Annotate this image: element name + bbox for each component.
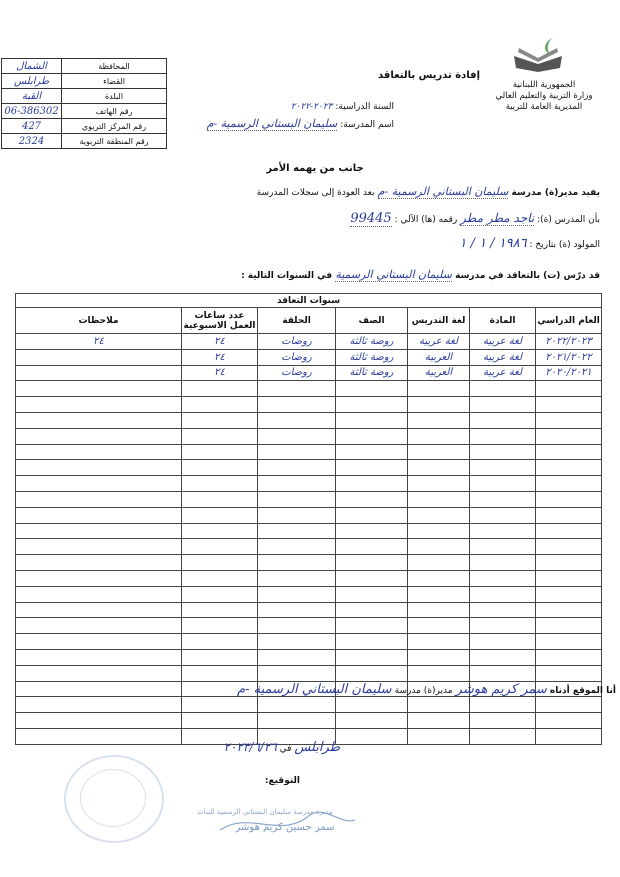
table-cell bbox=[536, 697, 602, 713]
table-cell bbox=[536, 570, 602, 586]
table-cell bbox=[470, 460, 536, 476]
table-cell: روضة ثالثة bbox=[336, 349, 408, 365]
table-cell bbox=[408, 634, 470, 650]
table-cell bbox=[258, 412, 336, 428]
line3-prefix: المولود (ة) بتاريخ : bbox=[529, 240, 600, 250]
table-cell bbox=[536, 539, 602, 555]
table-cell bbox=[336, 491, 408, 507]
table-cell bbox=[16, 460, 182, 476]
signature-scribble bbox=[210, 800, 360, 840]
table-cell bbox=[258, 444, 336, 460]
table-cell bbox=[336, 697, 408, 713]
table-cell bbox=[336, 649, 408, 665]
table-cell bbox=[16, 728, 182, 744]
col-header: عدد ساعات العمل الاسبوعية bbox=[182, 308, 258, 334]
table-cell bbox=[536, 428, 602, 444]
info-label: القضاء bbox=[62, 74, 167, 89]
table-cell bbox=[536, 476, 602, 492]
table-row bbox=[16, 460, 602, 476]
table-row bbox=[16, 476, 602, 492]
table-cell bbox=[336, 460, 408, 476]
table-cell bbox=[408, 444, 470, 460]
table-cell bbox=[408, 570, 470, 586]
table-cell bbox=[536, 649, 602, 665]
table-row bbox=[16, 602, 602, 618]
table-cell bbox=[16, 349, 182, 365]
stamp-line1: مديرة مدرسة سليمان البستاني الرسمية للبنات bbox=[197, 808, 333, 816]
table-cell bbox=[408, 397, 470, 413]
table-cell bbox=[16, 412, 182, 428]
line1-school: سليمان البستاني الرسمية -م bbox=[377, 185, 509, 198]
table-cell bbox=[336, 381, 408, 397]
table-cell bbox=[336, 586, 408, 602]
table-cell bbox=[16, 602, 182, 618]
sign-date: ٢٠٢٣/٦/٢٦ bbox=[223, 740, 277, 754]
info-row bbox=[2, 104, 167, 119]
table-cell bbox=[408, 491, 470, 507]
table-cell bbox=[536, 507, 602, 523]
table-cell bbox=[16, 649, 182, 665]
table-row bbox=[16, 539, 602, 555]
table-cell bbox=[258, 586, 336, 602]
table-cell bbox=[258, 634, 336, 650]
info-row bbox=[2, 119, 167, 134]
table-row bbox=[16, 507, 602, 523]
body-line4 bbox=[210, 268, 600, 281]
table-cell bbox=[336, 397, 408, 413]
table-cell bbox=[470, 602, 536, 618]
table-row bbox=[16, 397, 602, 413]
table-cell: العربية bbox=[408, 349, 470, 365]
col-header: ملاحظات bbox=[16, 308, 182, 334]
table-cell bbox=[336, 728, 408, 744]
table-cell bbox=[408, 460, 470, 476]
table-cell bbox=[536, 665, 602, 681]
table-row bbox=[16, 713, 602, 729]
table-cell bbox=[16, 476, 182, 492]
table-cell bbox=[336, 713, 408, 729]
table-row bbox=[16, 649, 602, 665]
table-cell bbox=[182, 397, 258, 413]
birth-date: ١٩٨٦ / ١ / ١ bbox=[459, 236, 527, 251]
table-cell bbox=[258, 602, 336, 618]
table-cell bbox=[258, 460, 336, 476]
table-cell bbox=[258, 523, 336, 539]
ministry-header bbox=[494, 80, 594, 113]
table-cell bbox=[536, 491, 602, 507]
table-cell bbox=[336, 665, 408, 681]
table-cell bbox=[182, 618, 258, 634]
col-header: المادة bbox=[470, 308, 536, 334]
table-cell bbox=[258, 618, 336, 634]
table-cell bbox=[258, 649, 336, 665]
info-value: 427 bbox=[2, 119, 62, 134]
table-cell: روضات bbox=[258, 334, 336, 350]
table-cell bbox=[182, 523, 258, 539]
teacher-number: 99445 bbox=[350, 211, 392, 226]
contract-years-table bbox=[15, 293, 602, 745]
year-value: ٢٠٢٣-٢٠٢٢ bbox=[290, 102, 333, 112]
table-cell: لغة عربية bbox=[470, 334, 536, 350]
ministry-line2: وزارة التربية والتعليم العالي bbox=[495, 91, 593, 101]
info-value: القبة bbox=[2, 89, 62, 104]
col-header: لغة التدريس bbox=[408, 308, 470, 334]
table-cell bbox=[470, 586, 536, 602]
table-cell bbox=[536, 602, 602, 618]
table-row bbox=[16, 428, 602, 444]
table-cell bbox=[536, 381, 602, 397]
table-cell bbox=[182, 570, 258, 586]
table-cell bbox=[470, 713, 536, 729]
table-cell: ٢٤ bbox=[182, 349, 258, 365]
table-cell bbox=[408, 602, 470, 618]
table-row bbox=[16, 697, 602, 713]
line1-suffix: بعد العودة إلى سجلات المدرسة bbox=[256, 188, 375, 198]
table-cell: لغة عربية bbox=[470, 349, 536, 365]
table-cell bbox=[470, 491, 536, 507]
table-cell bbox=[16, 570, 182, 586]
table-cell bbox=[336, 602, 408, 618]
line2-mid: رقمه (ها) الآلي : bbox=[394, 215, 458, 225]
table-cell bbox=[258, 507, 336, 523]
table-cell bbox=[182, 555, 258, 571]
table-cell bbox=[182, 428, 258, 444]
info-row bbox=[2, 134, 167, 149]
table-cell bbox=[408, 618, 470, 634]
table-cell bbox=[182, 634, 258, 650]
body-line2 bbox=[170, 211, 600, 226]
table-cell bbox=[16, 381, 182, 397]
table-cell bbox=[258, 397, 336, 413]
table-cell bbox=[16, 491, 182, 507]
table-cell: العربية bbox=[408, 365, 470, 381]
table-cell: لغة عربية bbox=[470, 365, 536, 381]
table-cell bbox=[408, 523, 470, 539]
table-cell bbox=[258, 491, 336, 507]
ministry-logo bbox=[512, 36, 564, 76]
line1-prefix: يفيد مدير(ة) مدرسة bbox=[511, 188, 600, 198]
table-cell bbox=[536, 728, 602, 744]
table-cell bbox=[336, 555, 408, 571]
table-cell bbox=[16, 697, 182, 713]
table-cell bbox=[16, 365, 182, 381]
table-cell bbox=[16, 397, 182, 413]
place: طرابلس bbox=[294, 740, 340, 755]
table-cell bbox=[258, 539, 336, 555]
year-line bbox=[240, 102, 394, 112]
table-cell bbox=[16, 428, 182, 444]
table-cell bbox=[408, 476, 470, 492]
table-cell bbox=[182, 381, 258, 397]
table-cell bbox=[470, 728, 536, 744]
table-cell bbox=[182, 476, 258, 492]
table-row bbox=[16, 555, 602, 571]
table-cell bbox=[182, 602, 258, 618]
table-cell bbox=[258, 665, 336, 681]
table-cell bbox=[16, 507, 182, 523]
table-cell bbox=[536, 634, 602, 650]
table-cell bbox=[470, 555, 536, 571]
table-cell bbox=[536, 618, 602, 634]
table-cell bbox=[536, 713, 602, 729]
table-cell bbox=[258, 555, 336, 571]
col-header: العام الدراسي bbox=[536, 308, 602, 334]
table-row bbox=[16, 665, 602, 681]
table-cell: ٢٤ bbox=[182, 334, 258, 350]
table-cell bbox=[408, 381, 470, 397]
info-value: طرابلس bbox=[2, 74, 62, 89]
table-cell: لغة عربية bbox=[408, 334, 470, 350]
table-cell bbox=[336, 539, 408, 555]
table-cell bbox=[470, 381, 536, 397]
info-value: 2324 bbox=[2, 134, 62, 149]
year-label: السنة الدراسية: bbox=[335, 102, 394, 112]
table-row bbox=[16, 334, 602, 350]
table-row bbox=[16, 491, 602, 507]
table-cell bbox=[258, 713, 336, 729]
table-cell bbox=[408, 428, 470, 444]
table-row bbox=[16, 634, 602, 650]
signer-line bbox=[60, 682, 616, 697]
table-cell bbox=[470, 618, 536, 634]
table-cell bbox=[408, 555, 470, 571]
ministry-line1: الجمهورية اللبنانية bbox=[512, 80, 576, 90]
line2-prefix: بأن المدرس (ة): bbox=[537, 215, 600, 225]
table-row bbox=[16, 381, 602, 397]
table-cell bbox=[536, 555, 602, 571]
table-row bbox=[16, 349, 602, 365]
table-row bbox=[16, 586, 602, 602]
table-cell bbox=[16, 586, 182, 602]
to-whom-heading: جانب من يهمه الأمر bbox=[266, 163, 364, 174]
table-cell bbox=[470, 697, 536, 713]
table-cell bbox=[182, 649, 258, 665]
table-cell bbox=[182, 586, 258, 602]
table-cell bbox=[336, 634, 408, 650]
info-label: البلدة bbox=[62, 89, 167, 104]
table-cell bbox=[536, 397, 602, 413]
in-label: في bbox=[279, 744, 292, 754]
info-value: 06-386302 bbox=[2, 104, 62, 119]
table-cell bbox=[16, 444, 182, 460]
table-row bbox=[16, 618, 602, 634]
signature-label: التوقيع: bbox=[264, 776, 300, 786]
table-cell bbox=[470, 665, 536, 681]
table-cell bbox=[470, 444, 536, 460]
info-box bbox=[1, 58, 167, 149]
table-cell bbox=[470, 570, 536, 586]
table-cell: ٢٠٢٢/٢٠٢٣ bbox=[536, 334, 602, 350]
table-cell bbox=[182, 507, 258, 523]
table-cell: روضات bbox=[258, 349, 336, 365]
table-cell bbox=[536, 586, 602, 602]
table-cell: ٢٠٢١/٢٠٢٢ bbox=[536, 349, 602, 365]
table-cell bbox=[16, 618, 182, 634]
table-cell bbox=[470, 539, 536, 555]
table-cell: روضة ثالثة bbox=[336, 334, 408, 350]
table-cell bbox=[258, 697, 336, 713]
director-school: سليمان البستاني الرسمية -م bbox=[237, 682, 392, 697]
table-cell bbox=[470, 412, 536, 428]
table-cell bbox=[258, 570, 336, 586]
table-cell: ٢٤ bbox=[182, 365, 258, 381]
signer-label: أنا الموقع أدناه bbox=[549, 686, 616, 696]
ministry-line3: المديرية العامة للتربية bbox=[505, 102, 583, 112]
table-cell bbox=[536, 460, 602, 476]
school-line bbox=[180, 117, 394, 130]
info-row bbox=[2, 74, 167, 89]
col-header: الحلقة bbox=[258, 308, 336, 334]
table-row bbox=[16, 412, 602, 428]
info-label: رقم المركز التربوي bbox=[62, 119, 167, 134]
info-row bbox=[2, 89, 167, 104]
group-header: سنوات التعاقد bbox=[16, 294, 602, 308]
table-cell bbox=[182, 665, 258, 681]
table-cell bbox=[336, 507, 408, 523]
doc-title: إفادة تدريس بالتعاقد bbox=[378, 70, 480, 81]
info-value: الشمال bbox=[2, 59, 62, 74]
director-label: مدير(ة) مدرسة bbox=[394, 686, 453, 696]
table-cell bbox=[182, 412, 258, 428]
table-cell bbox=[408, 412, 470, 428]
table-cell bbox=[470, 634, 536, 650]
table-row bbox=[16, 365, 602, 381]
place-date-line bbox=[170, 740, 340, 755]
table-cell bbox=[16, 523, 182, 539]
table-cell bbox=[336, 428, 408, 444]
table-cell bbox=[336, 618, 408, 634]
stamp-line2: سمر حسين كريم هوشر bbox=[235, 822, 335, 833]
table-row bbox=[16, 444, 602, 460]
table-cell bbox=[16, 665, 182, 681]
table-cell bbox=[470, 649, 536, 665]
table-cell bbox=[16, 713, 182, 729]
table-cell: ٢٠٢٠/٢٠٢١ bbox=[536, 365, 602, 381]
table-cell bbox=[336, 523, 408, 539]
table-cell bbox=[336, 444, 408, 460]
info-label: رقم الهاتف bbox=[62, 104, 167, 119]
table-cell bbox=[408, 713, 470, 729]
table-cell bbox=[16, 555, 182, 571]
school-label: اسم المدرسة: bbox=[340, 120, 394, 130]
info-label: رقم المنطقة التربوية bbox=[62, 134, 167, 149]
body-line3 bbox=[300, 236, 600, 251]
table-cell bbox=[408, 539, 470, 555]
table-cell bbox=[470, 523, 536, 539]
signer-name: سمر كريم هوشر bbox=[455, 682, 547, 697]
table-cell bbox=[470, 507, 536, 523]
table-cell: ٢٤ bbox=[16, 334, 182, 350]
table-cell bbox=[16, 539, 182, 555]
line4-school: سليمان البستاني الرسمية bbox=[335, 268, 452, 281]
table-cell bbox=[408, 586, 470, 602]
table-cell bbox=[408, 697, 470, 713]
table-cell bbox=[182, 539, 258, 555]
line4-prefix: قد درّس (ت) بالتعاقد في مدرسة bbox=[455, 271, 600, 281]
teacher-name: ناجد مطر مطر bbox=[460, 211, 535, 225]
table-cell bbox=[408, 649, 470, 665]
table-cell bbox=[408, 728, 470, 744]
table-cell bbox=[336, 476, 408, 492]
table-row bbox=[16, 570, 602, 586]
table-cell bbox=[336, 570, 408, 586]
school-value: سليمان البستاني الرسمية -م bbox=[206, 117, 338, 130]
table-cell bbox=[182, 460, 258, 476]
info-row bbox=[2, 59, 167, 74]
table-cell bbox=[408, 665, 470, 681]
table-cell: روضة ثالثة bbox=[336, 365, 408, 381]
table-row bbox=[16, 523, 602, 539]
table-cell bbox=[536, 444, 602, 460]
table-cell bbox=[470, 428, 536, 444]
table-cell bbox=[258, 476, 336, 492]
body-line1 bbox=[170, 185, 600, 198]
table-cell bbox=[536, 523, 602, 539]
table-cell bbox=[182, 697, 258, 713]
table-cell bbox=[408, 507, 470, 523]
col-header: الصف bbox=[336, 308, 408, 334]
school-stamp bbox=[64, 755, 164, 843]
table-cell bbox=[182, 491, 258, 507]
table-cell bbox=[536, 412, 602, 428]
table-cell bbox=[258, 428, 336, 444]
line4-suffix: في السنوات التالية : bbox=[241, 271, 333, 281]
table-cell bbox=[16, 634, 182, 650]
table-cell bbox=[182, 713, 258, 729]
table-cell: روضات bbox=[258, 365, 336, 381]
table-cell bbox=[258, 381, 336, 397]
table-cell bbox=[182, 444, 258, 460]
table-cell bbox=[470, 397, 536, 413]
info-label: المحافظة bbox=[62, 59, 167, 74]
table-cell bbox=[470, 476, 536, 492]
table-cell bbox=[336, 412, 408, 428]
